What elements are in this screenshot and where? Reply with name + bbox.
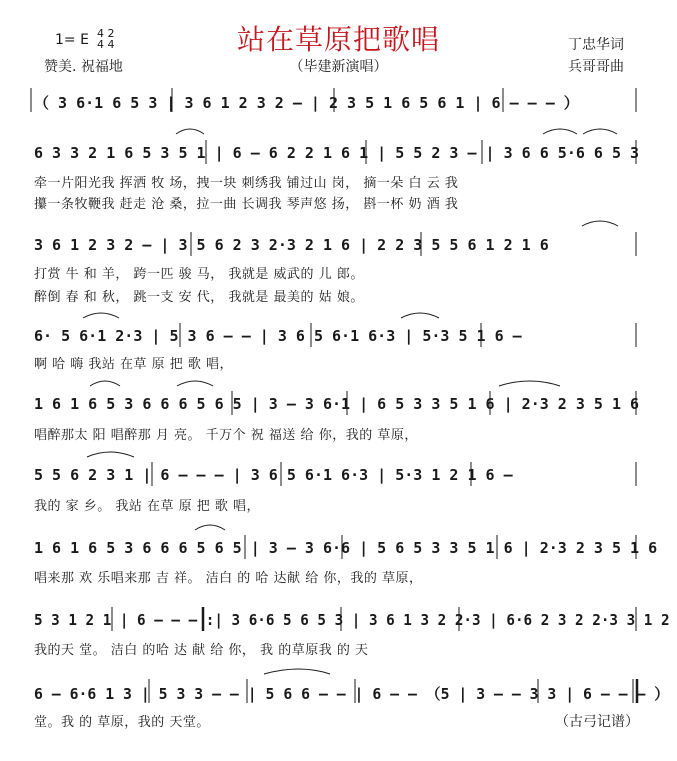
notation-line: 1 6 1 6 5 3 6 6 6 5 6 5 | 3 – 3 6·1 | 6 5 3 3 5 1 6 | 2·3 2 3 5 1 6 xyxy=(34,395,640,413)
notation-line: 5 3 1 2 1 | 6 – – – :| 3 6·6 5 6 5 3 | 3 6 1 3 2 2·3 | 6·6 2 3 2 2·3 3 1 2 xyxy=(34,611,670,629)
transcriber-credit: （古弓记谱） xyxy=(555,714,639,730)
lyrics-line: 我的 家 乡。 我站 在草 原 把 歌 唱， xyxy=(34,499,261,514)
lyrics-line: 攥一条牧鞭我 赶走 沧 桑，拉一曲 长调我 琴声悠 扬， 斟一杯 奶 酒 我 xyxy=(34,197,459,212)
song-title: 站在草原把歌唱 xyxy=(236,23,440,56)
time-signature-top: 4 2 xyxy=(97,27,115,40)
notation-line: 6 3 3 2 1 6 5 3 5 1 | 6 – 6 2 2 1 6 1 | 5 5 2 3 – | 3 6 6 5·6 6 5 3 xyxy=(34,144,640,162)
notation-line: （ 3 6·1 6 5 3 | 3 6 1 2 3 2 – | 2 3 5 1 6 5 6 1 | 6 – – – ） xyxy=(34,94,579,112)
key-signature: 1= E xyxy=(55,32,89,48)
lyrics-line: 堂。我 的 草原，我的 天堂。 xyxy=(34,715,210,730)
notation-line: 3 6 1 2 3 2 – | 3 5 6 2 3 2·3 2 1 6 | 2 2 3 5 5 6 1 2 1 6 xyxy=(34,236,549,254)
lyrics-line: 我的天 堂。 洁白 的哈 达 献 给 你， 我 的草原我 的 天 xyxy=(34,643,369,658)
lyrics-line: 啊 哈 嗨 我站 在草 原 把 歌 唱， xyxy=(34,357,234,372)
singer-left-note: 赞美. 祝福地 xyxy=(44,59,123,75)
time-signature-bottom: 4 4 xyxy=(97,38,115,51)
notation-line: 6· 5 6·1 2·3 | 5 3 6 – – | 3 6 5 6·1 6·3 | 5·3 5 1 6 – xyxy=(34,327,522,345)
time-signature xyxy=(97,28,115,50)
lyrics-line: 牵一片阳光我 挥洒 牧 场，拽一块 刺绣我 铺过山 岗， 摘一朵 白 云 我 xyxy=(34,176,459,191)
notation-line: 1 6 1 6 5 3 6 6 6 5 6 5 | 3 – 3 6·6 | 5 6 5 3 3 5 1 6 | 2·3 2 3 5 1 6 xyxy=(34,539,658,557)
version-note: （毕建新演唱） xyxy=(289,59,388,75)
composer-credit: 兵哥哥曲 xyxy=(568,59,624,75)
lyricist-credit: 丁忠华词 xyxy=(568,37,624,53)
lyrics-line: 唱来那 欢 乐唱来那 吉 祥。 洁白 的 哈 达献 给 你，我的 草原， xyxy=(34,571,423,586)
notation-line: 6 – 6·6 1 3 | 5 3 3 – – | 5 6 6 – – | 6 – – （5 | 3 – – 3 3 | 6 – – – ） xyxy=(34,685,670,703)
lyrics-line: 醉倒 春 和 秋， 跳一支 安 代， 我就是 最美的 姑 娘。 xyxy=(34,290,364,305)
notation-line: 5 5 6 2 3 1 | 6 – – – | 3 6 5 6·1 6·3 | 5·3 1 2 1 6 – xyxy=(34,466,513,484)
lyrics-line: 打赏 牛 和 羊， 跨一匹 骏 马， 我就是 威武的 儿 郎。 xyxy=(34,267,364,282)
lyrics-line: 唱醉那太 阳 唱醉那 月 亮。 千万个 祝 福送 给 你，我的 草原， xyxy=(34,428,418,443)
